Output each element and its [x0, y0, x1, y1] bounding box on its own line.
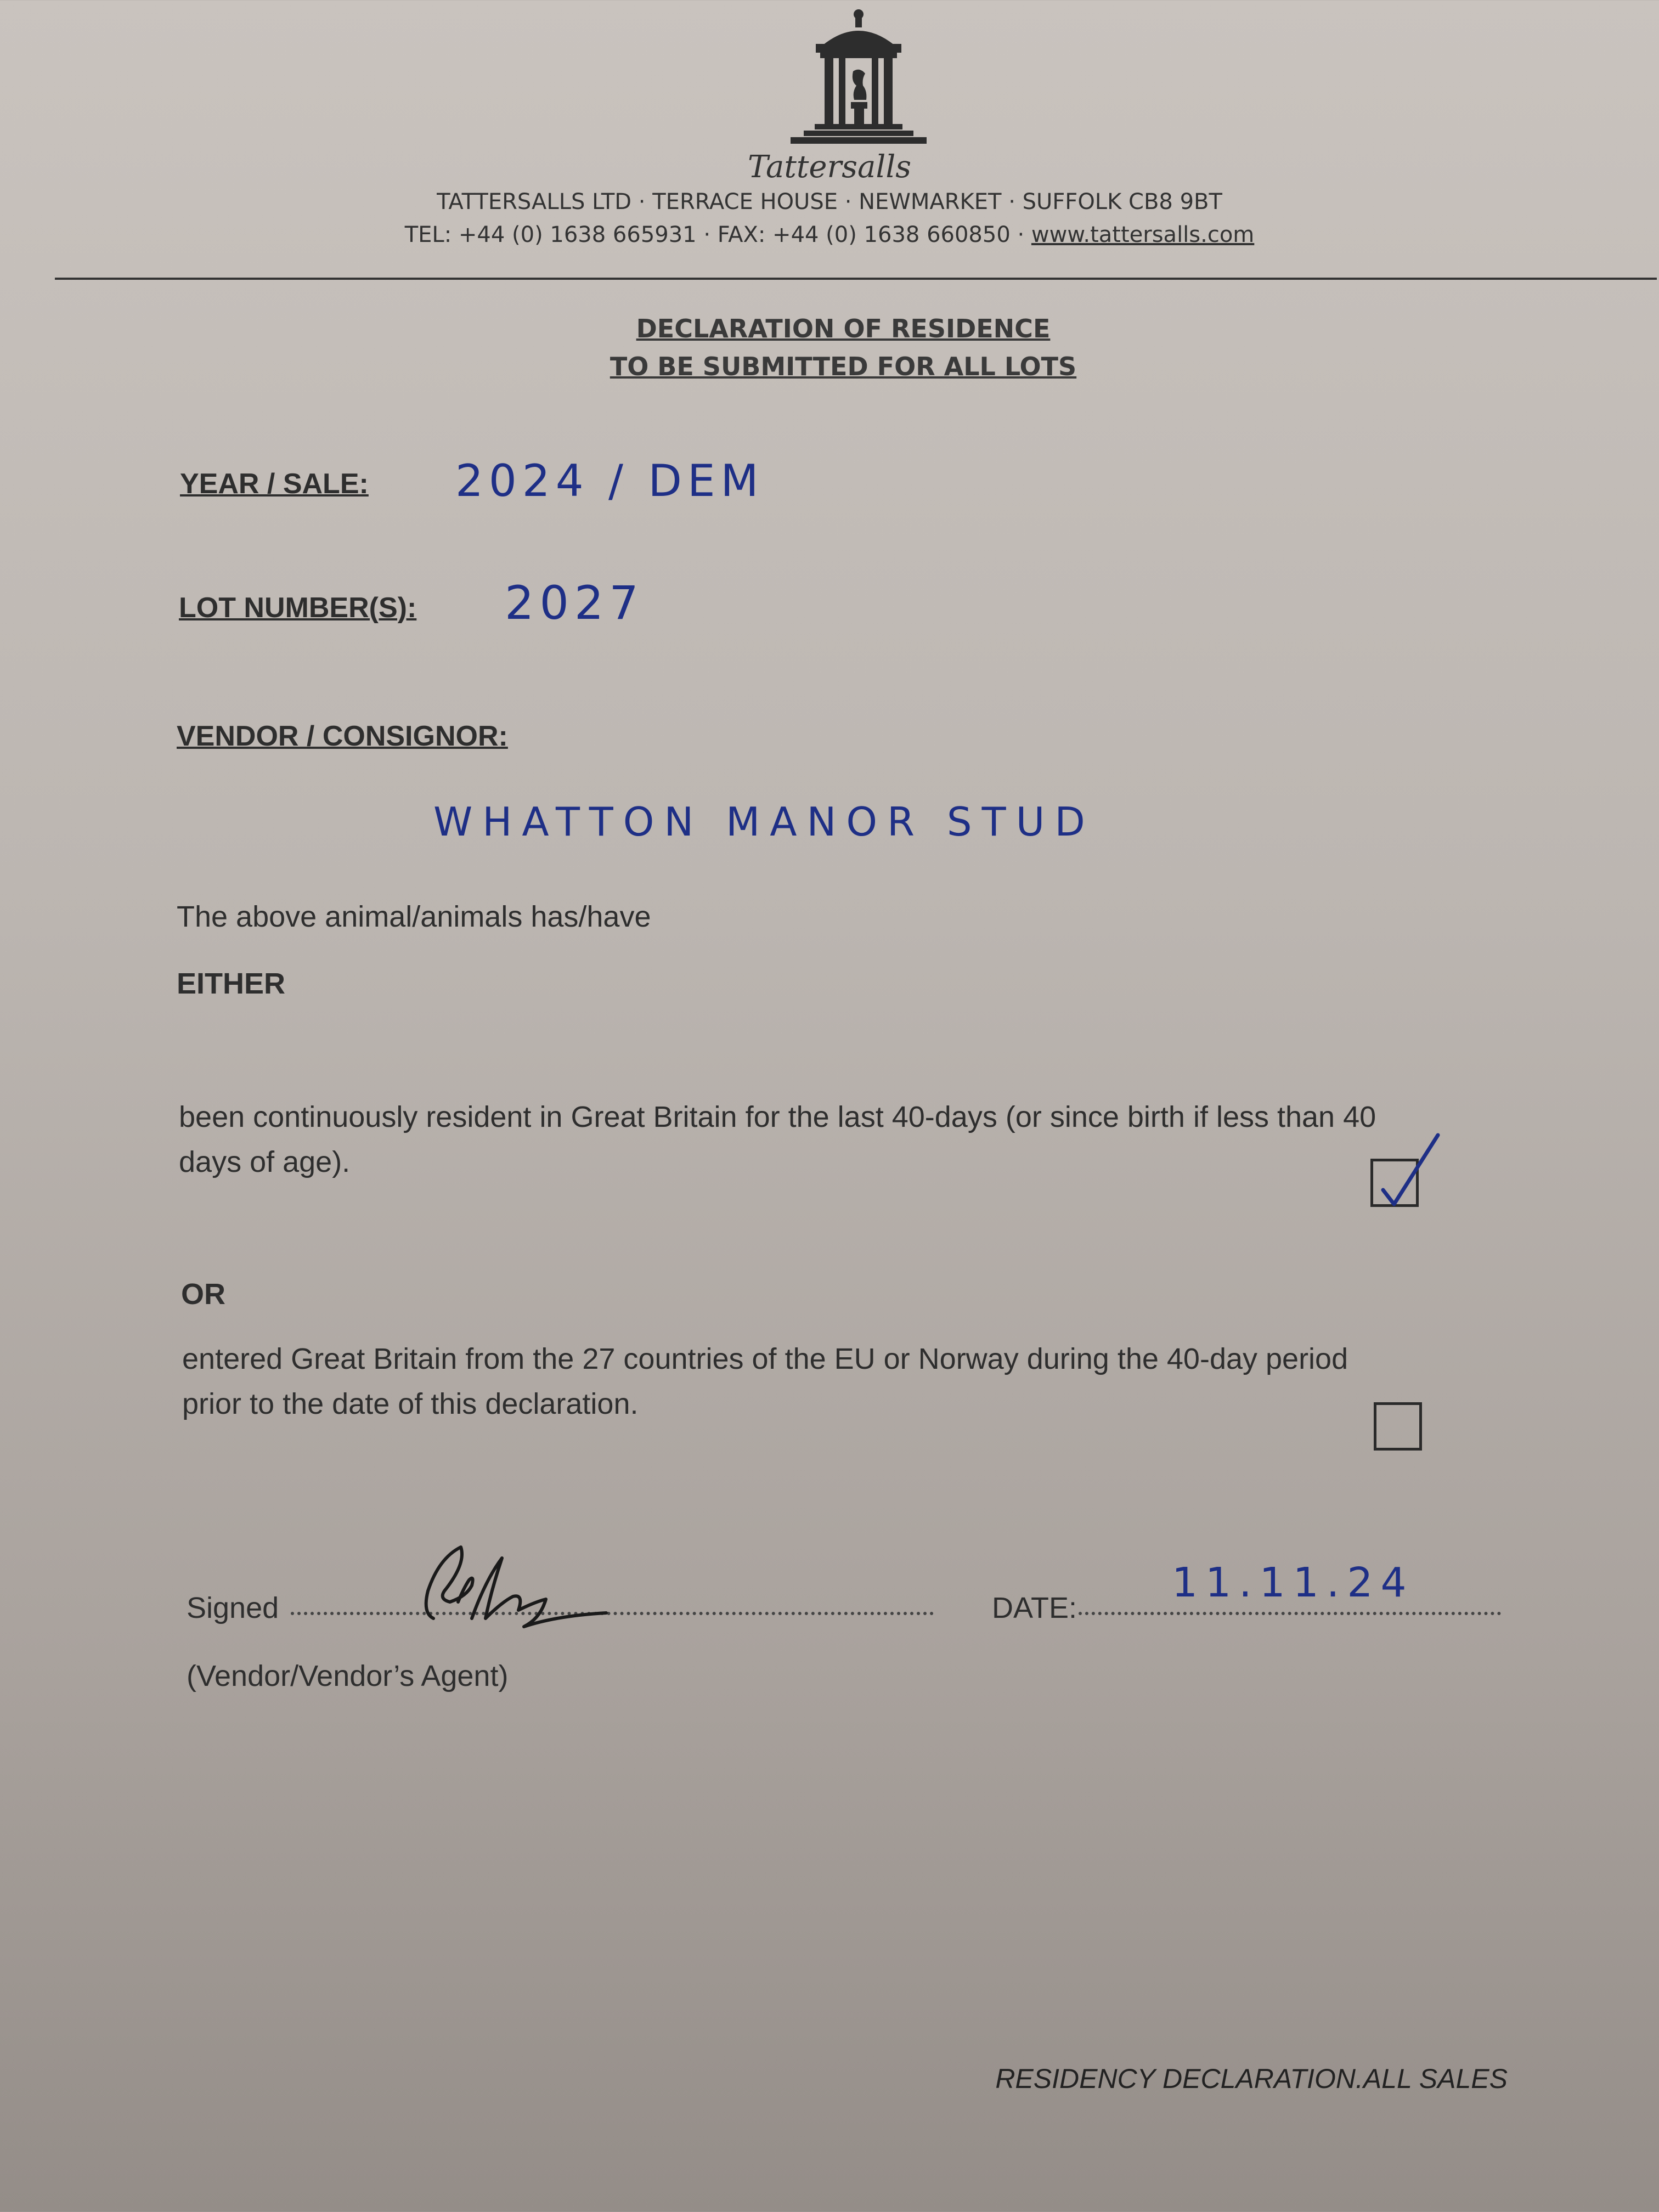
phone-fax: TEL: +44 (0) 1638 665931 · FAX: +44 (0) 1638 660850 ·: [404, 222, 1031, 247]
statement-intro: The above animal/animals has/have: [177, 900, 651, 933]
signature-icon: [400, 1536, 631, 1635]
signer-role: (Vendor/Vendor’s Agent): [187, 1660, 509, 1692]
document-title: DECLARATION OF RESIDENCE: [636, 314, 1051, 343]
signed-label: Signed: [187, 1592, 279, 1624]
company-address: TATTERSALLS LTD · TERRACE HOUSE · NEWMARKET · SUFFOLK CB8 9BT: [437, 189, 1222, 215]
or-label: OR: [181, 1278, 225, 1311]
brand-name: Tattersalls: [748, 149, 911, 185]
option1-line1: been continuously resident in Great Britain for the last 40-days (or since birth if less than 40: [179, 1101, 1376, 1133]
either-label: EITHER: [177, 967, 286, 1000]
option1-checkbox[interactable]: [1370, 1159, 1419, 1207]
header-divider: [55, 278, 1657, 280]
year-sale-label: YEAR / SALE:: [180, 468, 369, 500]
date-line[interactable]: [1079, 1612, 1501, 1615]
vendor-value[interactable]: WHATTON MANOR STUD: [433, 799, 1095, 845]
form-footer: RESIDENCY DECLARATION.ALL SALES: [995, 2063, 1508, 2094]
option2-line2: prior to the date of this declaration.: [182, 1387, 639, 1420]
option2-checkbox[interactable]: [1374, 1402, 1422, 1451]
date-value[interactable]: 11.11.24: [1172, 1559, 1414, 1606]
date-label: DATE:: [992, 1592, 1077, 1624]
option1-line2: days of age).: [179, 1146, 351, 1178]
lot-numbers-label: LOT NUMBER(S):: [179, 592, 417, 624]
tattersalls-rotunda-logo-icon: [771, 5, 946, 148]
checkmark-icon: [1368, 1128, 1444, 1205]
document-subtitle: TO BE SUBMITTED FOR ALL LOTS: [610, 352, 1077, 381]
year-sale-value[interactable]: 2024 / DEM: [455, 455, 764, 506]
lot-numbers-value[interactable]: 2027: [505, 576, 644, 630]
vendor-label: VENDOR / CONSIGNOR:: [177, 720, 508, 752]
option2-line1: entered Great Britain from the 27 countries of the EU or Norway during the 40-day period: [182, 1342, 1348, 1375]
option2-text: [182, 1336, 1348, 1426]
contact-line: [0, 222, 1659, 247]
option1-text: [179, 1094, 1376, 1184]
website-link[interactable]: www.tattersalls.com: [1031, 222, 1255, 247]
